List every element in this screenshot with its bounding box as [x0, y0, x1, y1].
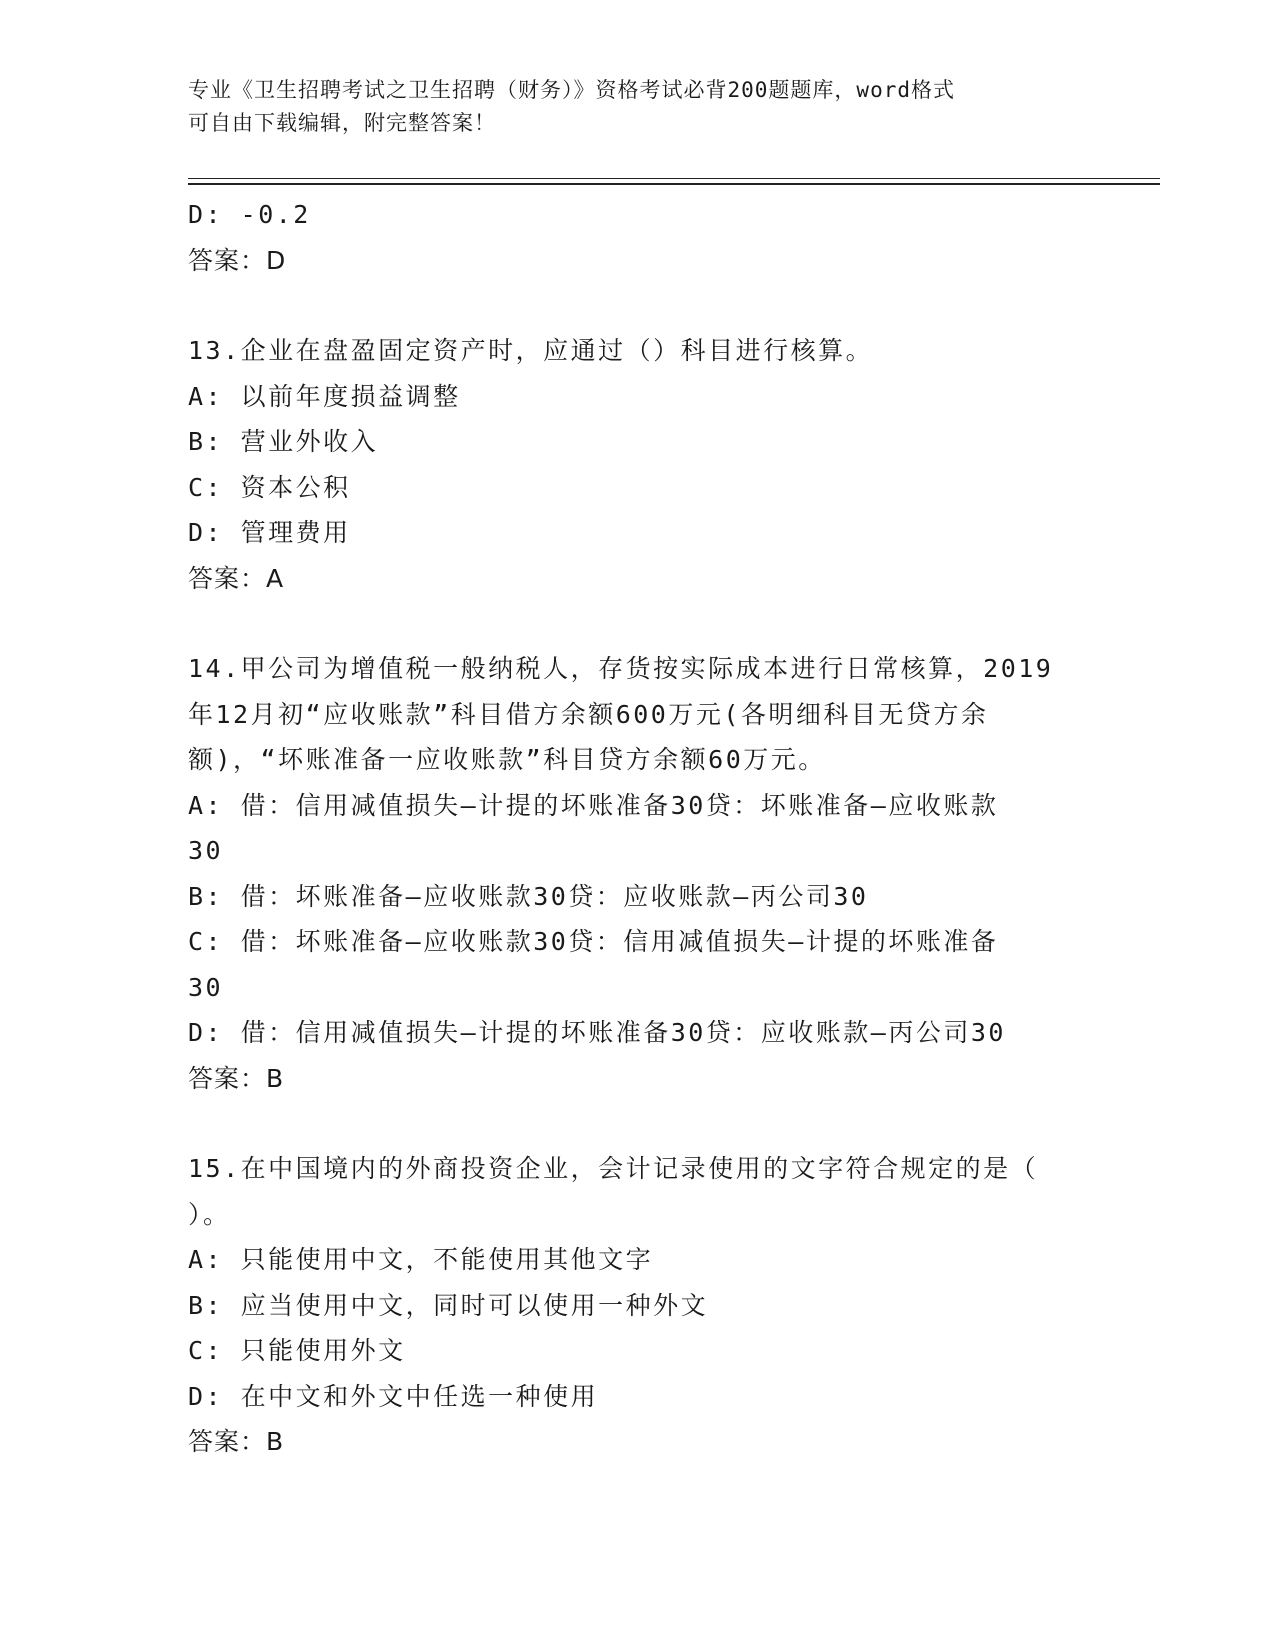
q14-stem-line-3: 额)，“坏账准备一应收账款”科目贷方余额60万元。: [188, 745, 826, 774]
header-divider-thin: [188, 178, 1160, 179]
spacer: [188, 1101, 1088, 1146]
q14-option-a-line-1: A: 借：信用减值损失—计提的坏账准备30贷：坏账准备—应收账款: [188, 790, 999, 820]
prev-option-d: D: -0.2: [188, 200, 311, 229]
header-line-2: 可自由下载编辑，附完整答案！: [188, 111, 496, 135]
q15-option-c: C: 只能使用外文: [188, 1336, 406, 1365]
q14-stem-line-1: 14.甲公司为增值税一般纳税人，存货按实际成本进行日常核算，2019: [188, 654, 1054, 683]
q15-stem-line-2: ）。: [188, 1199, 231, 1229]
q15-option-b: B: 应当使用中文，同时可以使用一种外文: [188, 1290, 709, 1320]
q13-answer: 答案：A: [188, 563, 285, 593]
q15-stem-line-1: 15.在中国境内的外商投资企业，会计记录使用的文字符合规定的是（: [188, 1154, 1039, 1183]
q13-option-c: C: 资本公积: [188, 472, 351, 502]
q13-option-a: A: 以前年度损益调整: [188, 381, 461, 411]
q15-option-a: A: 只能使用中文，不能使用其他文字: [188, 1245, 654, 1274]
q14-option-c-line-2: 30: [188, 972, 224, 1002]
q14-option-b: B: 借：坏账准备—应收账款30贷：应收账款—丙公司30: [188, 881, 869, 911]
q14-stem-line-2: 年12月初“应收账款”科目借方余额600万元(各明细科目无贷方余: [188, 699, 989, 729]
spacer: [188, 283, 1088, 328]
question-content: [188, 192, 1088, 1465]
header-line-1: 专业《卫生招聘考试之卫生招聘（财务）》资格考试必背200题题库，word格式: [188, 78, 955, 102]
q15-option-d: D: 在中文和外文中任选一种使用: [188, 1381, 599, 1411]
q13-stem: 13.企业在盘盈固定资产时，应通过（）科目进行核算。: [188, 336, 874, 365]
q14-option-a-line-2: 30: [188, 836, 224, 865]
header-divider-thick: [188, 183, 1160, 185]
q13-option-d: D: 管理费用: [188, 518, 351, 547]
q13-option-b: B: 营业外收入: [188, 427, 379, 456]
spacer: [188, 601, 1088, 646]
document-header: [188, 74, 1068, 140]
q14-answer: 答案：B: [188, 1063, 285, 1093]
prev-answer: 答案：D: [188, 245, 287, 275]
q14-option-c-line-1: C: 借：坏账准备—应收账款30贷：信用减值损失—计提的坏账准备: [188, 927, 999, 956]
q14-option-d: D: 借：信用减值损失—计提的坏账准备30贷：应收账款—丙公司30: [188, 1018, 1006, 1047]
q15-answer: 答案：B: [188, 1427, 285, 1456]
